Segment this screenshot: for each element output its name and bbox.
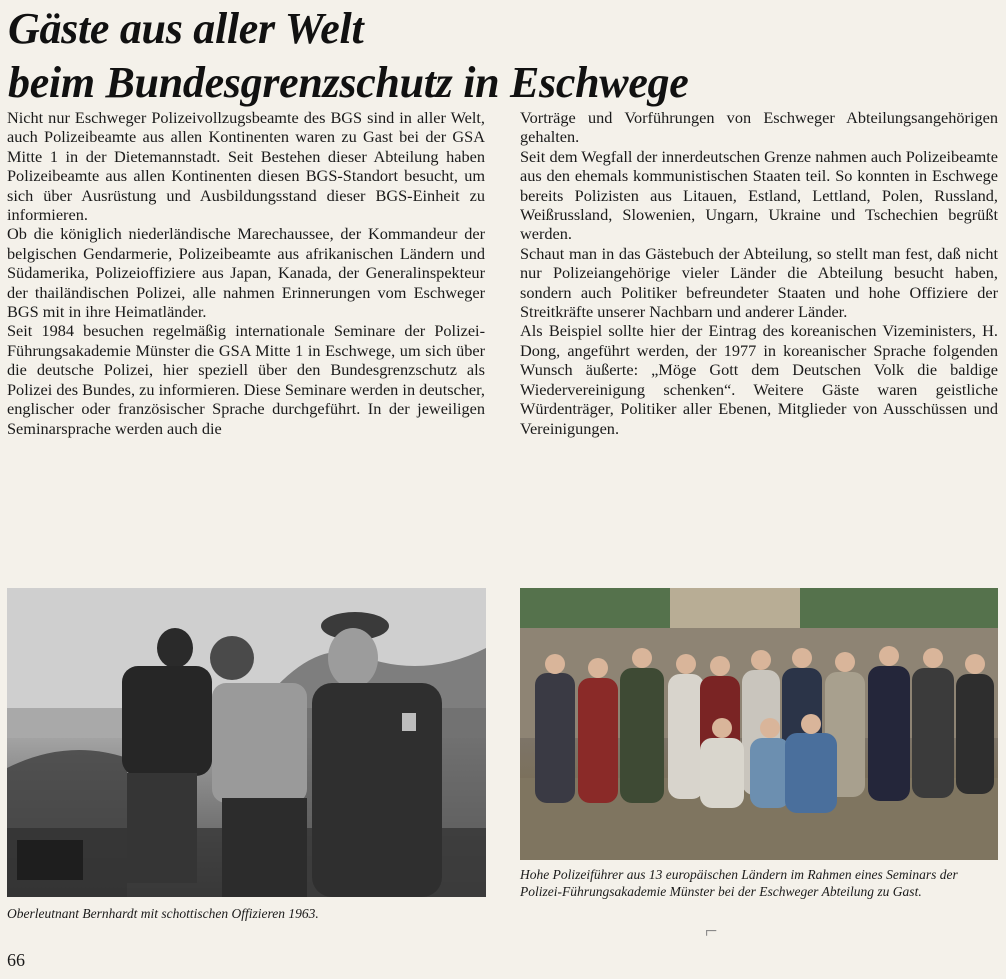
photo-illustration — [7, 588, 486, 897]
photo-illustration — [520, 588, 998, 860]
paragraph: Seit dem Wegfall der innerdeutschen Grenze nahmen auch Polizeibeamte aus den ehemals kommunistischen Staaten teil. So konnten in Eschwege bereits Polizisten aus Litauen, Estland, Lettland, Polen, Russland, Weißrussland, Slowenien, Ungarn, Ukraine und Tschechien begrüßt werden. — [520, 146, 998, 244]
photo-scottish-officers — [7, 588, 486, 897]
title-line-1: Gäste aus aller Welt — [8, 4, 364, 53]
photo-group-seminar — [520, 588, 998, 860]
paragraph: Ob die königlich niederländische Marechaussee, der Kommandeur der belgischen Gendarmerie, Polizeibeamte aus afrikanischen Ländern und Südamerika, Polizeioffiziere aus Japan, Kanada, der Generalinspekteur der thailändischen Polizei, alle nahmen Erinnerungen vom Eschweger BGS mit in ihre Heimatländer. — [7, 224, 485, 322]
paragraph: Nicht nur Eschweger Polizeivollzugsbeamte des BGS sind in aller Welt, auch Polizeibeamte aus allen Kontinenten waren zu Gast bei der GSA Mitte 1 in der Dietemannstadt. Seit Bestehen dieser Abteilung haben Polizeibeamte aus allen Kontinenten diesen BGS-Standort besucht, um sich über Ausrüstung und Ausbildungsstand dieser BGS-Einheit zu informieren. — [7, 108, 485, 225]
title-line-2: beim Bundesgrenzschutz in Eschwege — [8, 58, 689, 107]
page-number: 66 — [7, 950, 25, 970]
left-text-column — [7, 108, 485, 438]
caption-right: Hohe Polizeiführer aus 13 europäischen Ländern im Rahmen eines Seminars der Polizei-Führungsakademie Münster bei der Eschweger Abteilung zu Gast. — [520, 867, 958, 899]
pencil-mark-icon: ⌐ — [705, 918, 718, 943]
paragraph: Als Beispiel sollte hier der Eintrag des koreanischen Vizeministers, H. Dong, angeführt werden, der 1977 in koreanischer Sprache folgenden Wunsch äußerte: „Möge Gott dem Deutschen Volk die baldige Wiedervereinigung schenken“. Weitere Gäste waren geistliche Würdenträger, Politiker aller Ebenen, Mitglieder von Ausschüssen und Vereinigungen. — [520, 321, 998, 438]
article-title — [8, 2, 998, 110]
paragraph: Seit 1984 besuchen regelmäßig internationale Seminare der Polizei-Führungsakademie Münster die GSA Mitte 1 in Eschwege, um sich über die deutsche Polizei, hier speziell über den Bundesgrenzschutz als Polizei des Bundes, zu informieren. Diese Seminare werden in deutscher, englischer oder französischer Sprache durchgeführt. In der jeweiligen Seminarsprache werden auch die — [7, 321, 485, 438]
right-text-column — [520, 108, 998, 438]
paragraph: Schaut man in das Gästebuch der Abteilung, so stellt man fest, daß nicht nur Polizeiangehörige vieler Länder die Abteilung besucht haben, sondern auch Politiker befreundeter Staaten und hohe Offiziere der Streitkräfte unserer Nachbarn und anderer Länder. — [520, 243, 998, 322]
caption-left: Oberleutnant Bernhardt mit schottischen Offizieren 1963. — [7, 906, 319, 921]
paragraph: Vorträge und Vorführungen von Eschweger Abteilungsangehörigen gehalten. — [520, 108, 998, 147]
